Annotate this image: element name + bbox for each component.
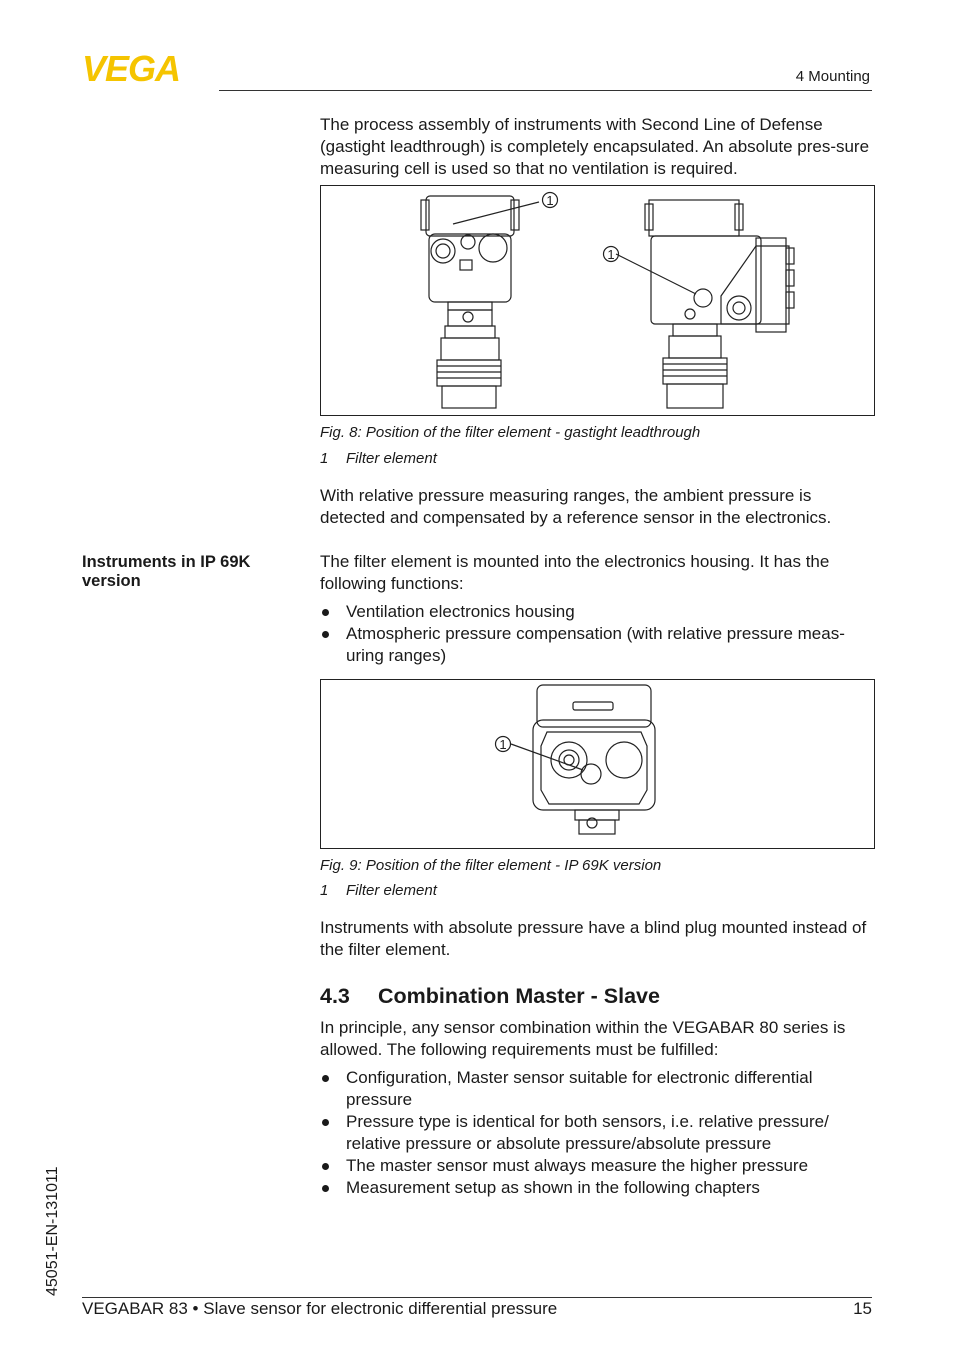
section-number: 4.3 — [320, 984, 350, 1008]
side-heading: Instruments in IP 69K version — [82, 553, 251, 590]
intro-paragraph: The process assembly of instruments with Second Line of Defense (gastight leadthrough) is completely encapsulated. An absolute pres-sure measuring cell is used so that no ventilation is required. — [320, 115, 870, 178]
absolute-pressure-paragraph: Instruments with absolute pressure have a blind plug mounted instead of the filter element. — [320, 918, 867, 959]
footer-rule — [82, 1297, 872, 1298]
filter-intro-paragraph: The filter element is mounted into the electronics housing. It has the following functions: — [320, 552, 830, 593]
svg-text:1: 1 — [607, 247, 615, 262]
svg-text:VEGA: VEGA — [82, 52, 181, 84]
figure-8-drawing — [321, 186, 874, 415]
header-rule — [219, 90, 872, 91]
svg-text:1: 1 — [546, 193, 554, 208]
legend-text: Filter element — [346, 882, 437, 899]
functions-list — [320, 601, 876, 667]
document-code: 45051-EN-131011 — [44, 1166, 61, 1296]
figure-8-legend — [320, 450, 437, 467]
vega-logo — [82, 52, 212, 84]
figure-9-caption: Fig. 9: Position of the filter element - IP 69K version — [320, 857, 662, 874]
figure-8 — [320, 185, 875, 416]
legend-number: 1 — [320, 882, 329, 899]
list-item: Pressure type is identical for both sensors, i.e. relative pressure/ relative pressure or absolute pressure/absolute pressure — [320, 1111, 876, 1155]
list-item: Measurement setup as shown in the following chapters — [320, 1177, 876, 1199]
list-item: Ventilation electronics housing — [320, 601, 876, 623]
relative-pressure-paragraph: With relative pressure measuring ranges, the ambient pressure is detected and compensated by a reference sensor in the electronics. — [320, 486, 832, 527]
requirements-list — [320, 1067, 876, 1199]
svg-text:1: 1 — [499, 737, 507, 752]
figure-9-legend — [320, 882, 437, 899]
page-number: 15 — [853, 1299, 872, 1318]
list-item: Atmospheric pressure compensation (with relative pressure meas-uring ranges) — [320, 623, 876, 667]
principle-paragraph: In principle, any sensor combination within the VEGABAR 80 series is allowed. The following requirements must be fulfilled: — [320, 1018, 846, 1059]
section-heading — [320, 984, 660, 1009]
legend-number: 1 — [320, 450, 329, 467]
figure-8-caption: Fig. 8: Position of the filter element - gastight leadthrough — [320, 424, 701, 441]
list-item: Configuration, Master sensor suitable for electronic differential pressure — [320, 1067, 876, 1111]
list-item: The master sensor must always measure the higher pressure — [320, 1155, 876, 1177]
footer-text: VEGABAR 83 • Slave sensor for electronic differential pressure — [82, 1299, 558, 1318]
section-title: Combination Master - Slave — [378, 984, 660, 1008]
legend-text: Filter element — [346, 450, 437, 467]
figure-9-drawing — [321, 680, 874, 848]
figure-9 — [320, 679, 875, 849]
section-label: 4 Mounting — [795, 68, 870, 85]
